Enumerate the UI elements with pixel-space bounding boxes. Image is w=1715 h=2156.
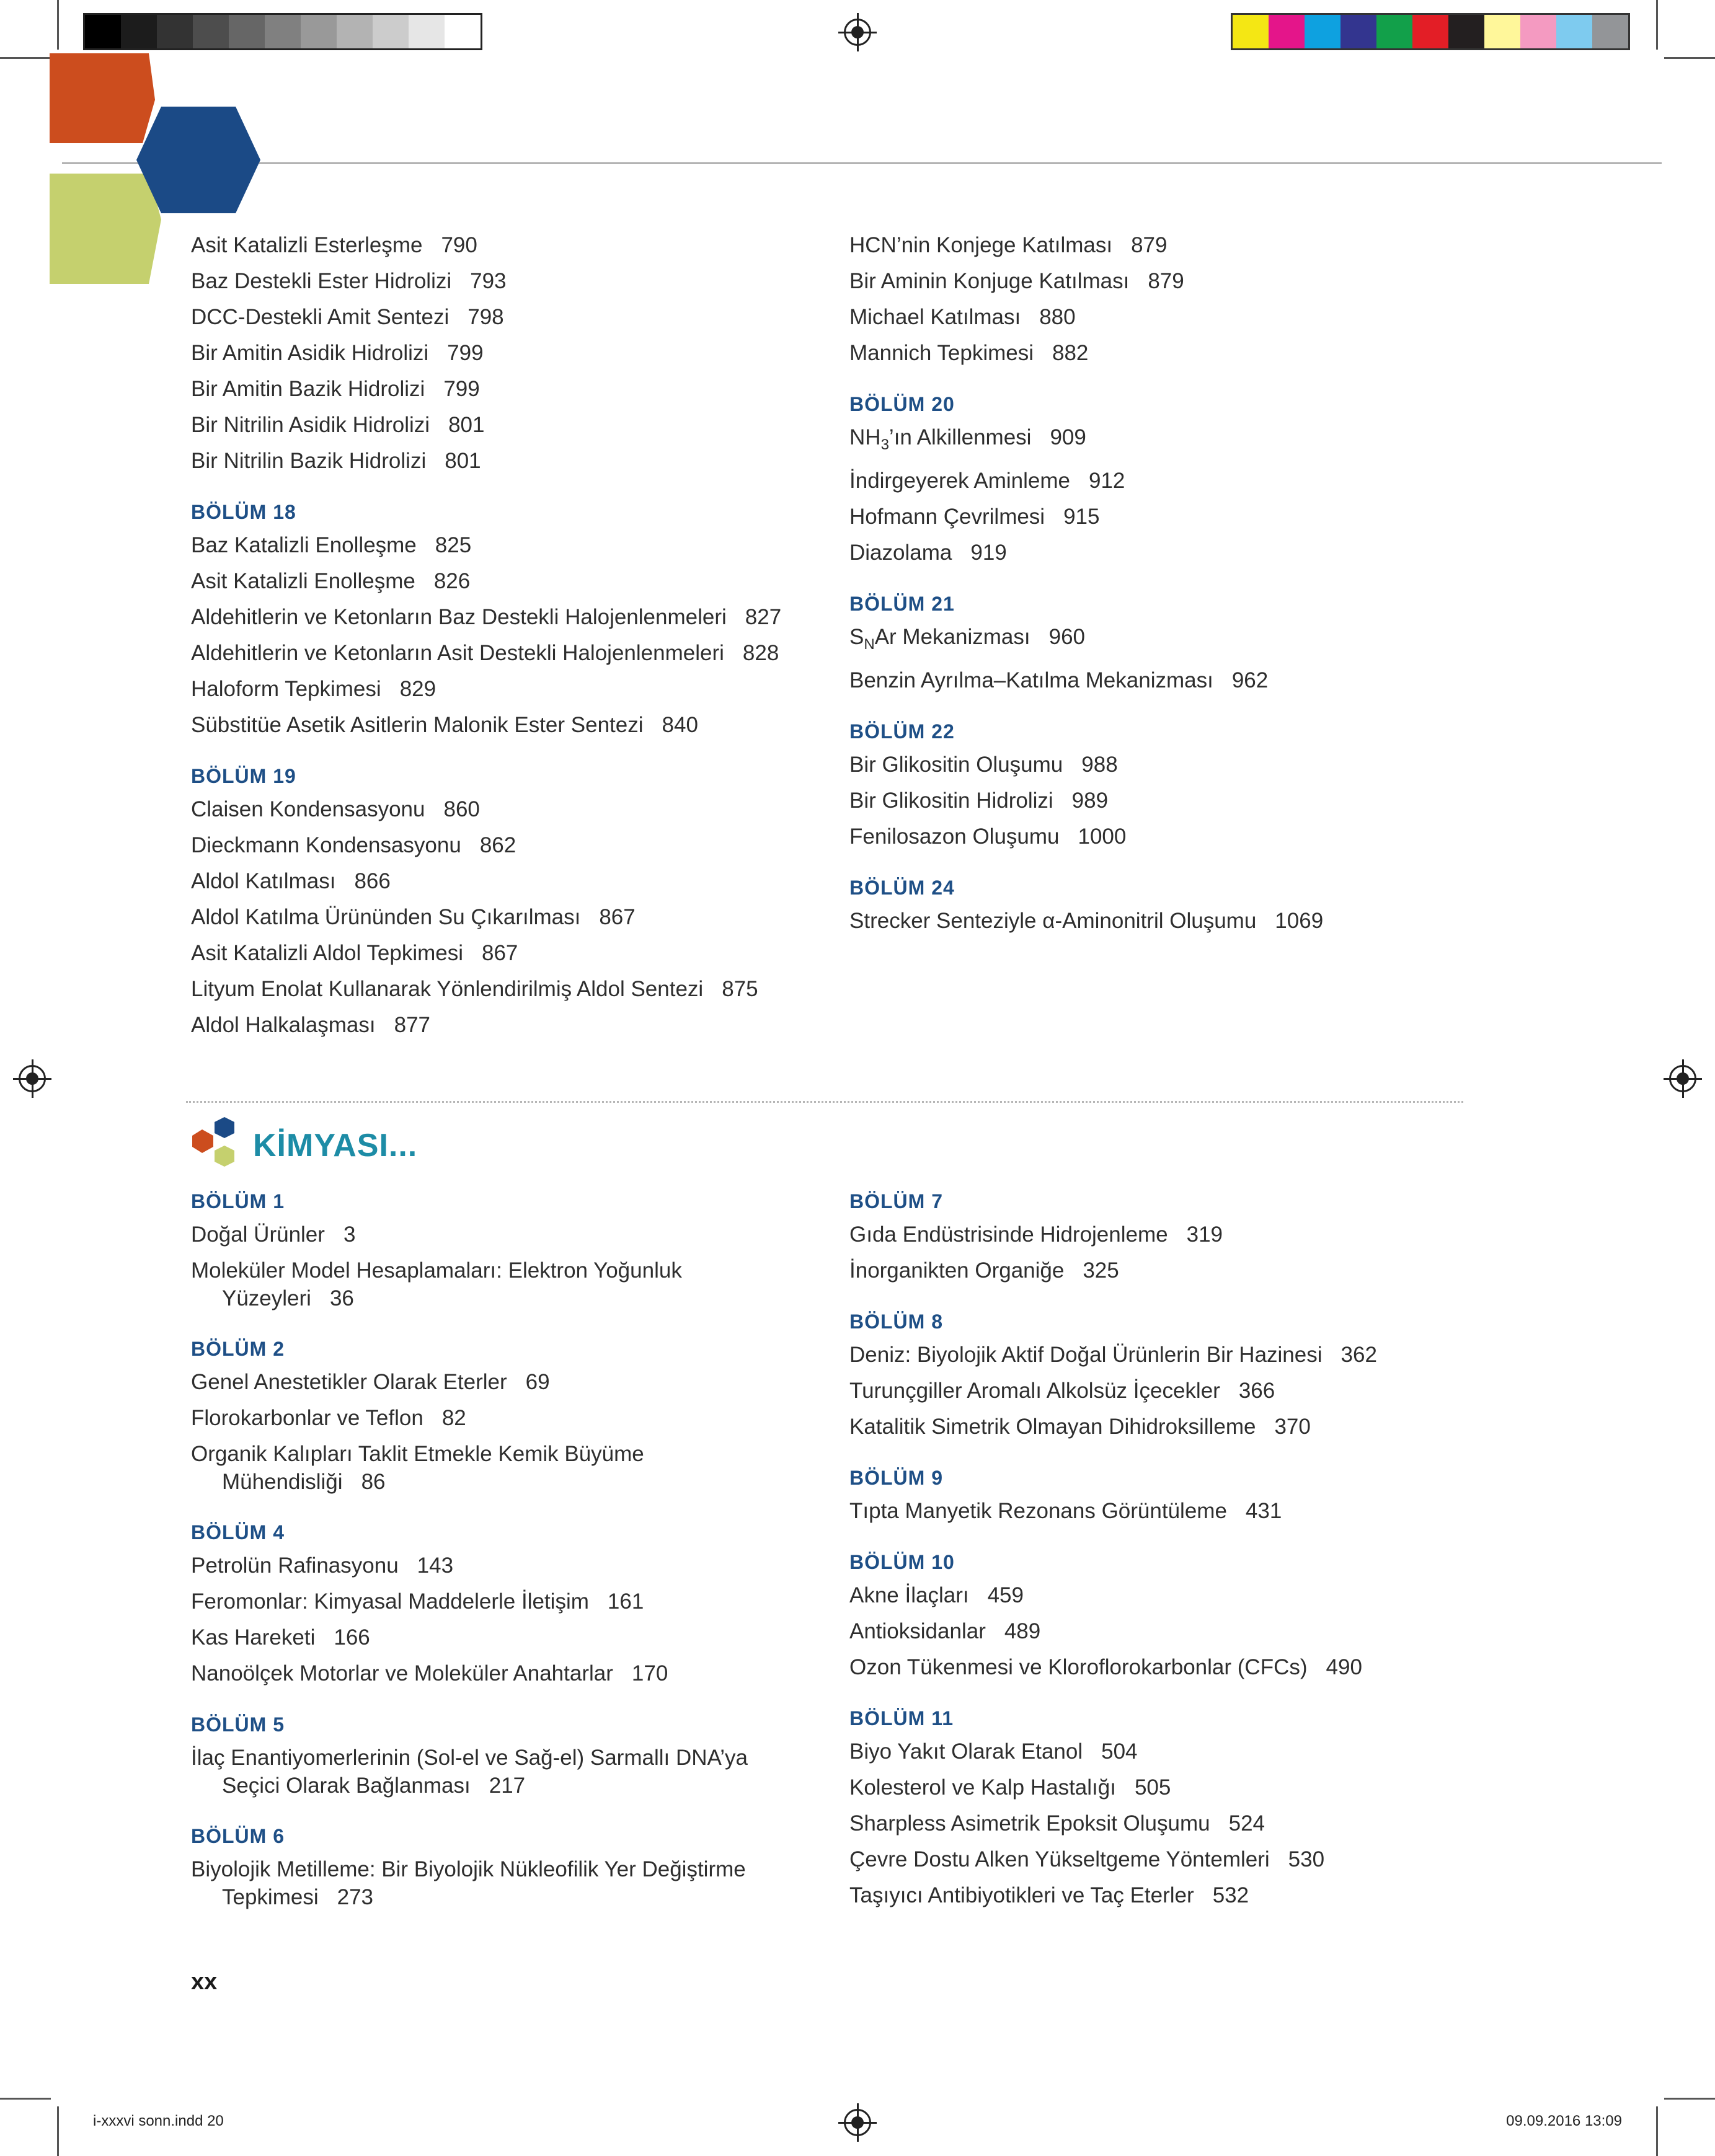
entry-title: Aldehitlerin ve Ketonların Baz Destekli Halojenlenmeleri xyxy=(191,605,727,629)
entry-title: Aldehitlerin ve Ketonların Asit Destekli Halojenlenmeleri xyxy=(191,641,724,665)
entry-title: Diazolama xyxy=(849,541,952,565)
toc-entry xyxy=(191,563,830,599)
toc-entry xyxy=(191,407,830,443)
entry-title: Baz Katalizli Enolleşme xyxy=(191,533,417,557)
toc-entry xyxy=(191,792,830,828)
page-number: 877 xyxy=(394,1013,431,1037)
entry-title: Aldol Halkalaşması xyxy=(191,1013,376,1037)
entry-title: Strecker Senteziyle α-Aminonitril Oluşumu xyxy=(849,909,1257,933)
toc-entry xyxy=(849,1650,1488,1685)
entry-list xyxy=(191,792,830,1043)
entry-title: Aldol Katılması xyxy=(191,869,336,893)
color-swatch xyxy=(1376,15,1412,48)
page-number: 325 xyxy=(1083,1258,1119,1283)
entry-title: Bir Nitrilin Bazik Hidrolizi xyxy=(191,449,427,473)
color-swatch xyxy=(1592,15,1628,48)
entry-title: Deniz: Biyolojik Aktif Doğal Ürünlerin Bir Hazinesi xyxy=(849,1343,1323,1367)
toc-entry xyxy=(191,1656,830,1692)
registration-mark-icon xyxy=(19,1065,46,1092)
entry-title: Mannich Tepkimesi xyxy=(849,341,1034,365)
toc-entry xyxy=(849,1734,1488,1770)
color-swatch xyxy=(1341,15,1376,48)
entry-title: İnorganikten Organiğe xyxy=(849,1258,1065,1283)
entry-list xyxy=(849,1493,1488,1529)
entry-title: Lityum Enolat Kullanarak Yönlendirilmiş Aldol Sentezi xyxy=(191,977,704,1001)
page-number: 459 xyxy=(987,1583,1024,1607)
entry-list xyxy=(849,903,1488,939)
page-number: 882 xyxy=(1052,341,1089,365)
toc-entry xyxy=(849,1409,1488,1445)
color-swatch xyxy=(85,15,121,48)
chapter-heading: BÖLÜM 8 xyxy=(849,1310,943,1333)
page-number: 3 xyxy=(343,1222,356,1247)
entry-title: Ozon Tükenmesi ve Kloroflorokarbonlar (CFCs) xyxy=(849,1655,1308,1679)
page-number: 912 xyxy=(1089,469,1125,493)
toc-entry xyxy=(849,819,1488,855)
chapter-heading: BÖLÜM 18 xyxy=(191,501,296,523)
entry-title: Sübstitüe Asetik Asitlerin Malonik Ester Sentezi xyxy=(191,713,644,737)
entry-list xyxy=(849,228,1488,371)
page-number: 860 xyxy=(443,797,480,821)
toc-entry xyxy=(191,671,830,707)
crop-mark xyxy=(1664,2098,1715,2100)
chapter-heading: BÖLÜM 9 xyxy=(849,1467,943,1489)
page-number: 370 xyxy=(1274,1415,1311,1439)
crop-mark xyxy=(1656,0,1658,50)
crop-mark xyxy=(1656,2106,1658,2156)
page-number: 490 xyxy=(1326,1655,1362,1679)
toc-entry xyxy=(849,420,1488,463)
toc-entry xyxy=(191,371,830,407)
entry-title: HCN’nin Konjege Katılması xyxy=(849,233,1113,257)
entry-title: Tıpta Manyetik Rezonans Görüntüleme xyxy=(849,1499,1227,1523)
page-number: 827 xyxy=(745,605,782,629)
page-number: 867 xyxy=(599,905,636,929)
entry-list xyxy=(849,747,1488,855)
entry-list xyxy=(191,1364,830,1436)
color-swatch xyxy=(1448,15,1484,48)
toc-entry xyxy=(191,263,830,299)
chapter-heading: BÖLÜM 24 xyxy=(849,877,955,899)
toc-entry: Biyolojik Metilleme: Bir Biyolojik Nükleofilik Yer Değiştirme Tepkimesi 273 xyxy=(191,1857,746,1909)
entry-title: Sharpless Asimetrik Epoksit Oluşumu xyxy=(849,1811,1210,1836)
toc-entry xyxy=(849,1253,1488,1289)
entry-title: Petrolün Rafinasyonu xyxy=(191,1553,399,1578)
page-number: 960 xyxy=(1048,625,1086,649)
gray-calibration-bar xyxy=(83,13,482,50)
toc-entry xyxy=(849,619,1488,663)
page-number: 915 xyxy=(1063,505,1100,529)
chapter-heading: BÖLÜM 10 xyxy=(849,1551,955,1573)
entry-list xyxy=(849,1578,1488,1685)
color-swatch xyxy=(301,15,337,48)
page-number: 532 xyxy=(1212,1883,1249,1907)
toc-entry xyxy=(191,335,830,371)
chapter-heading: BÖLÜM 5 xyxy=(191,1713,285,1736)
toc-entry xyxy=(849,1373,1488,1409)
entry-title: Benzin Ayrılma–Katılma Mekanizması xyxy=(849,668,1213,692)
bottom-left-column xyxy=(191,1186,830,1915)
crop-mark xyxy=(1664,57,1715,59)
page-folio: xx xyxy=(191,1969,218,1995)
chapter-heading: BÖLÜM 20 xyxy=(849,393,955,415)
entry-list xyxy=(849,1734,1488,1914)
toc-entry xyxy=(849,299,1488,335)
top-right-column xyxy=(849,228,1488,939)
color-swatch xyxy=(1305,15,1341,48)
page-number: 862 xyxy=(479,833,516,857)
page-number: 431 xyxy=(1245,1499,1282,1523)
color-swatch xyxy=(1269,15,1305,48)
page-number: 489 xyxy=(1004,1619,1041,1643)
page-number: 143 xyxy=(417,1553,454,1578)
entry-title: DCC-Destekli Amit Sentezi xyxy=(191,305,450,329)
page-number: 1069 xyxy=(1275,909,1324,933)
toc-entry xyxy=(849,1878,1488,1914)
toc-entry xyxy=(191,935,830,971)
entry-title: Taşıyıcı Antibiyotikleri ve Taç Eterler xyxy=(849,1883,1194,1907)
toc-entry xyxy=(849,903,1488,939)
page-number: 875 xyxy=(722,977,758,1001)
chapter-heading: BÖLÜM 11 xyxy=(849,1707,954,1730)
color-swatch xyxy=(445,15,481,48)
toc-entry xyxy=(849,1806,1488,1842)
crop-mark xyxy=(0,2098,51,2100)
page-number: 919 xyxy=(970,541,1007,565)
chapter-heading: BÖLÜM 22 xyxy=(849,720,955,743)
toc-entry xyxy=(849,663,1488,699)
entry-title: Dieckmann Kondensasyonu xyxy=(191,833,461,857)
color-swatch xyxy=(1233,15,1269,48)
slug-filename: i-xxxvi sonn.indd 20 xyxy=(93,2113,224,2129)
section-divider xyxy=(186,1101,1463,1103)
entry-list xyxy=(191,228,830,479)
toc-entry xyxy=(849,1493,1488,1529)
entry-title: Hofmann Çevrilmesi xyxy=(849,505,1045,529)
entry-title: Florokarbonlar ve Teflon xyxy=(191,1406,423,1430)
page-number: 988 xyxy=(1081,753,1118,777)
page-number: 909 xyxy=(1050,425,1086,449)
header-rule xyxy=(62,162,1662,164)
entry-list xyxy=(191,528,830,743)
entry-list xyxy=(849,1217,1488,1289)
color-swatch xyxy=(157,15,193,48)
entry-title: Bir Amitin Bazik Hidrolizi xyxy=(191,377,425,401)
color-swatch xyxy=(1412,15,1448,48)
chapter-heading: BÖLÜM 6 xyxy=(191,1825,285,1847)
toc-entry xyxy=(191,1400,830,1436)
toc-entry xyxy=(191,528,830,563)
page-number: 161 xyxy=(607,1589,644,1614)
page-number: 801 xyxy=(448,413,485,437)
entry-title: Feromonlar: Kimyasal Maddelerle İletişim xyxy=(191,1589,589,1614)
page-number: 524 xyxy=(1228,1811,1265,1836)
registration-mark-icon xyxy=(844,19,871,46)
crop-mark xyxy=(57,2106,59,2156)
page-number: 362 xyxy=(1341,1343,1377,1367)
entry-title: Bir Amitin Asidik Hidrolizi xyxy=(191,341,429,365)
entry-title: $S_NAr$ Mekanizması xyxy=(849,625,1030,653)
entry-title: Bir Glikositin Hidrolizi xyxy=(849,789,1053,813)
entry-title: Bir Glikositin Oluşumu xyxy=(849,753,1063,777)
page-number: 1000 xyxy=(1078,824,1127,849)
chapter-heading: BÖLÜM 7 xyxy=(849,1190,943,1213)
entry-title: Katalitik Simetrik Olmayan Dihidroksilleme xyxy=(849,1415,1256,1439)
page-number: 829 xyxy=(399,677,437,701)
page-number: 799 xyxy=(447,341,484,365)
page-number: 962 xyxy=(1231,668,1269,692)
entry-title: Asit Katalizli Enolleşme xyxy=(191,569,415,593)
entry-title: Çevre Dostu Alken Yükseltgeme Yöntemleri xyxy=(849,1847,1270,1871)
chapter-heading: BÖLÜM 2 xyxy=(191,1338,285,1360)
entry-title: Doğal Ürünler xyxy=(191,1222,325,1247)
toc-entry xyxy=(191,635,830,671)
page-number: 826 xyxy=(433,569,471,593)
entry-title: Asit Katalizli Aldol Tepkimesi xyxy=(191,941,463,965)
chapter-heading: BÖLÜM 19 xyxy=(191,765,296,787)
entry-title: Kas Hareketi xyxy=(191,1625,316,1650)
color-swatch xyxy=(1520,15,1556,48)
page-number: 319 xyxy=(1186,1222,1223,1247)
toc-entry: Moleküler Model Hesaplamaları: Elektron Yoğunluk Yüzeyleri 36 xyxy=(191,1258,682,1310)
toc-entry xyxy=(849,335,1488,371)
toc-entry xyxy=(191,828,830,864)
small-hexagon-icon xyxy=(190,1117,249,1173)
bottom-right-column xyxy=(849,1186,1488,1914)
color-swatch xyxy=(121,15,157,48)
page-number: 801 xyxy=(445,449,481,473)
top-left-column xyxy=(191,228,830,1043)
entry-list xyxy=(849,463,1488,571)
page-number: 799 xyxy=(443,377,480,401)
toc-entry xyxy=(849,1770,1488,1806)
page-number: 366 xyxy=(1238,1379,1275,1403)
page-number: 880 xyxy=(1039,305,1076,329)
toc-entry xyxy=(191,599,830,635)
toc-entry xyxy=(849,228,1488,263)
registration-mark-icon xyxy=(1669,1065,1696,1092)
color-swatch xyxy=(409,15,445,48)
toc-entry xyxy=(191,1548,830,1584)
color-swatch xyxy=(193,15,229,48)
entry-title: Claisen Kondensasyonu xyxy=(191,797,425,821)
entry-title: Nanoölçek Motorlar ve Moleküler Anahtarlar xyxy=(191,1661,613,1685)
toc-entry xyxy=(191,1217,830,1253)
page-number: 840 xyxy=(662,713,698,737)
entry-title: Baz Destekli Ester Hidrolizi xyxy=(191,269,452,293)
toc-entry xyxy=(849,783,1488,819)
color-swatch xyxy=(265,15,301,48)
color-swatch xyxy=(1556,15,1592,48)
page-number: 798 xyxy=(468,305,504,329)
page-number: 170 xyxy=(631,1661,668,1685)
section-title: KİMYASI... xyxy=(253,1128,418,1164)
page-number: 828 xyxy=(742,641,779,665)
entry-title: Genel Anestetikler Olarak Eterler xyxy=(191,1370,507,1394)
toc-entry xyxy=(849,1217,1488,1253)
toc-entry xyxy=(191,864,830,899)
page-number: 989 xyxy=(1071,789,1109,813)
toc-entry xyxy=(849,535,1488,571)
entry-title: Asit Katalizli Esterleşme xyxy=(191,233,423,257)
toc-entry xyxy=(191,707,830,743)
toc-entry xyxy=(849,1614,1488,1650)
page-number: 879 xyxy=(1131,233,1168,257)
toc-entry xyxy=(191,299,830,335)
entry-title: Bir Aminin Konjuge Katılması xyxy=(849,269,1130,293)
entry-title: Gıda Endüstrisinde Hidrojenleme xyxy=(849,1222,1168,1247)
chapter-heading: BÖLÜM 4 xyxy=(191,1521,285,1544)
toc-entry xyxy=(849,1578,1488,1614)
page-number: 69 xyxy=(525,1370,550,1394)
toc-entry xyxy=(191,971,830,1007)
entry-list xyxy=(849,1337,1488,1445)
color-swatch xyxy=(337,15,373,48)
entry-title: Antioksidanlar xyxy=(849,1619,986,1643)
toc-entry xyxy=(191,1620,830,1656)
toc-entry: Organik Kalıpları Taklit Etmekle Kemik Büyüme Mühendisliği 86 xyxy=(191,1442,644,1494)
chapter-heading: BÖLÜM 21 xyxy=(849,593,955,615)
color-swatch xyxy=(229,15,265,48)
entry-title: Michael Katılması xyxy=(849,305,1021,329)
toc-entry xyxy=(191,1007,830,1043)
entry-title: İndirgeyerek Aminleme xyxy=(849,469,1070,493)
toc-entry xyxy=(849,263,1488,299)
page-number: 166 xyxy=(334,1625,370,1650)
slug-timestamp: 09.09.2016 13:09 xyxy=(1506,2113,1622,2129)
entry-title: Kolesterol ve Kalp Hastalığı xyxy=(849,1775,1116,1800)
toc-entry xyxy=(191,1364,830,1400)
crop-mark xyxy=(57,0,59,50)
entry-title: Biyo Yakıt Olarak Etanol xyxy=(849,1739,1083,1764)
toc-entry xyxy=(849,1337,1488,1373)
crop-mark xyxy=(0,57,51,59)
toc-entry xyxy=(849,1842,1488,1878)
entry-title: Akne İlaçları xyxy=(849,1583,969,1607)
page-number: 790 xyxy=(441,233,477,257)
toc-entry: İlaç Enantiyomerlerinin (Sol-el ve Sağ-el) Sarmallı DNA’ya Seçici Olarak Bağlanması 217 xyxy=(191,1746,748,1798)
page-number: 879 xyxy=(1148,269,1184,293)
entry-title: Aldol Katılma Ürününden Su Çıkarılması xyxy=(191,905,581,929)
page-number: 793 xyxy=(470,269,507,293)
page-number: 504 xyxy=(1101,1739,1138,1764)
entry-title: Haloform Tepkimesi xyxy=(191,677,381,701)
entry-list xyxy=(191,1548,830,1692)
toc-entry xyxy=(191,1584,830,1620)
toc-entry xyxy=(191,899,830,935)
entry-title: $NH_3’ın$ Alkillenmesi xyxy=(849,425,1032,453)
page-number: 866 xyxy=(354,869,391,893)
page-number: 825 xyxy=(435,533,472,557)
toc-entry xyxy=(191,443,830,479)
entry-list xyxy=(191,1217,830,1253)
page-number: 505 xyxy=(1134,1775,1171,1800)
page-number: 867 xyxy=(482,941,518,965)
toc-entry xyxy=(849,747,1488,783)
entry-title: Bir Nitrilin Asidik Hidrolizi xyxy=(191,413,430,437)
registration-mark-icon xyxy=(844,2109,871,2136)
chapter-heading: BÖLÜM 1 xyxy=(191,1190,285,1213)
toc-entry xyxy=(849,499,1488,535)
page-number: 82 xyxy=(441,1406,466,1430)
entry-title: Turunçgiller Aromalı Alkolsüz İçecekler xyxy=(849,1379,1220,1403)
color-swatch xyxy=(1484,15,1520,48)
toc-entry xyxy=(849,463,1488,499)
color-swatch xyxy=(373,15,409,48)
entry-list xyxy=(849,663,1488,699)
entry-title: Fenilosazon Oluşumu xyxy=(849,824,1060,849)
page-number: 530 xyxy=(1288,1847,1325,1871)
toc-entry xyxy=(191,228,830,263)
color-calibration-bar xyxy=(1231,13,1630,50)
